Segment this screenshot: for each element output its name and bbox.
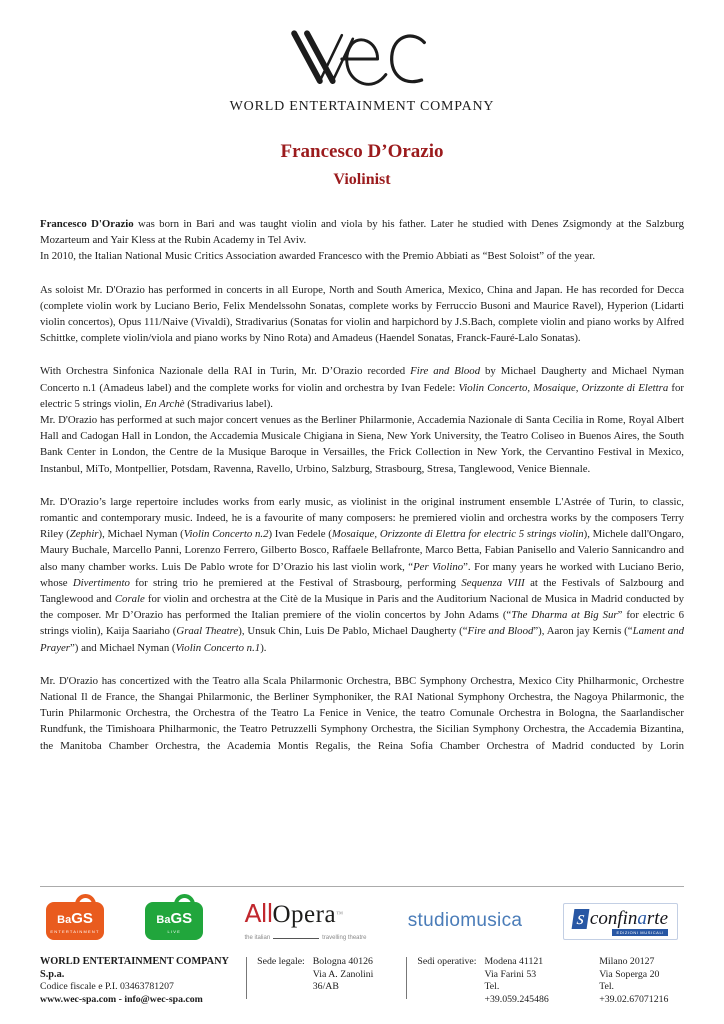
bags-text-gs: GS bbox=[170, 909, 193, 927]
address-line: Via Soperga 20 bbox=[599, 968, 660, 980]
bags-text-gs: GS bbox=[71, 909, 93, 927]
sconfinarte-s-flag: s bbox=[572, 909, 590, 929]
sconfinarte-confin: confin bbox=[589, 907, 638, 929]
sedi-operative-label: Sedi operative: bbox=[417, 956, 477, 967]
paragraph: With Orchestra Sinfonica Nazionale della RAI in Turin, Mr. D’Orazio recorded Fire and Blood by Michael Daugherty and Michael Nyman Concerto n.1 (Amadeus label) and the complete works for violin and orchestra by Ivan Fedele: Violin Concerto, Mosaique, Orizzonte di Elettra for electric 5 strings violin, En Archè (Stradivarius label). Mr. D'Orazio has performed at such major concert venues as the Berliner Philarmonie, Accademia Nazionale di Santa Cecilia in Rome, Royal Albert Hall and Cadogan Hall in London, the Accademia Musicale Chigiana in Siena, New York University, the Teatro Coliseo in Buenos Aires, the South Bank Center in London, the Centre de la Musique Baroque in Versailles, the Frick Collection in New York, the Cervantino Festival in Mexico, Instanbul, MiTo, Montpellier, Potsdam, Ravenna, Ravello, Urbino, Salzburg, Strasbourg, Stresa, Tanglewood, Venice Biennale. bbox=[40, 365, 685, 475]
address-line: Bologna 40126 bbox=[312, 956, 373, 967]
phone-line: Tel. +39.059.245486 bbox=[484, 981, 549, 1005]
studiomusica-logo: studiomusica bbox=[407, 910, 523, 931]
sede-legale-address bbox=[313, 956, 397, 1006]
allopera-opera: Opera bbox=[272, 901, 337, 928]
page-footer bbox=[40, 886, 684, 1006]
bags-entertainment-text bbox=[57, 909, 93, 927]
phone-line: Tel. +39.02.67071216 bbox=[599, 981, 669, 1005]
sede-operativa-modena bbox=[484, 956, 563, 1006]
allopera-all: All bbox=[244, 899, 273, 928]
footer-contact-columns bbox=[40, 956, 684, 1006]
paragraph: As soloist Mr. D'Orazio has performed in concerts in all Europe, North and South America, Mexico, China and Japan. He has recorded for Decca (complete violin work by Luciano Berio, Felix Mendelssohn Sonatas, complete works by Ferruccio Busoni and Maurice Ravel), Hyperion (Lidarti violin concertos), Opus 111/Naive (Vivaldi), Stradivarius (Sonatas for violin and harpichord by J.S.Bach, complete violin and piano works by Alfred Schittke, complete violin/viola and piano works by Nino Rota) and Amadeus (Haendel Sonatas, Franck-Fauré-Lalo Sonatas). bbox=[40, 283, 684, 345]
allopera-tagline-left: the italian bbox=[244, 935, 271, 941]
company-line: WORLD ENTERTAINMENT COMPANY bbox=[229, 99, 495, 114]
allopera-wordmark bbox=[245, 901, 367, 931]
allopera-logo bbox=[245, 901, 367, 941]
bags-live-text bbox=[156, 909, 193, 927]
allopera-tagline-right: travelling theatre bbox=[322, 935, 367, 941]
partner-logos-row bbox=[40, 895, 684, 947]
footer-vertical-divider bbox=[406, 957, 407, 999]
bags-text-ba: Ba bbox=[156, 913, 171, 926]
address-line: Via A. Zanolini 36/AB bbox=[312, 968, 374, 992]
paragraph: Mr. D'Orazio’s large repertoire includes works from early music, as violinist in the original instrument ensemble L'Astrée of Turin, to classic, romantic and contemporary music. Indeed, he is a favourite of many composers: he premiered violin and orchestra works by the composers Terry Riley (Zephir), Michael Nyman (Violin Concerto n.2) Ivan Fedele (Mosaique, Orizzonte di Elettra for electric 5 strings violin), Michele dall'Ongaro, Maury Buchale, Marcello Panni, Lorenzo Ferrero, Gilberto Bosco, Raffaele Bellafronte, Marco Betta, Fabian Panisello and Valerio Sannicandro and also many chamber works. Luis De Pablo wrote for D’Orazio his last violin work, “Per Violino”. For many years he worked with Luciano Berio, whose Divertimento for string trio he premiered at the Festival of Strasbourg, performing Sequenza VIII at the Festivals of Salzbourg and Tanglewood and Corale for violin and orchestra at the Citè de la Musique in Paris and the Auditorium Nacional de Musica in Madrid conducted by the composer. Mr D’Orazio has performed the Italian premiere of the violin concertos by John Adams (“The Dharma at Big Sur” for electric 6 strings violin), Kaija Saariaho (Graal Theatre), Unsuk Chin, Luis De Pablo, Michael Daugherty (“Fire and Blood”), Aaron jay Kernis (“Lament and Prayer”) and Michael Nyman (Violin Concerto n.1). bbox=[40, 495, 685, 654]
sconfinarte-a: a bbox=[637, 907, 647, 929]
page-title: Francesco D’Orazio bbox=[280, 141, 444, 162]
page-subtitle: Violinist bbox=[333, 171, 391, 188]
sconfinarte-banner: EDIZIONI MUSICALI bbox=[612, 929, 668, 936]
sedi-operative-block bbox=[417, 956, 563, 1006]
allopera-rule bbox=[273, 932, 319, 939]
company-name: WORLD ENTERTAINMENT COMPANY S.p.a. bbox=[40, 956, 229, 980]
sede-legale-label: Sede legale: bbox=[257, 956, 305, 967]
trademark-icon: ™ bbox=[336, 910, 343, 918]
footer-vertical-divider bbox=[246, 957, 247, 999]
bags-entertainment-box bbox=[46, 902, 104, 940]
sede-operativa-milano bbox=[599, 956, 684, 1006]
address-line: Modena 41121 bbox=[484, 956, 544, 967]
company-web-email: www.wec-spa.com - info@wec-spa.com bbox=[40, 993, 203, 1005]
bags-entertainment-logo bbox=[46, 902, 104, 940]
address-line: Milano 20127 bbox=[599, 956, 655, 967]
sconfinarte-logo bbox=[563, 903, 678, 940]
body-paragraphs bbox=[40, 216, 684, 754]
bags-text-ba: Ba bbox=[57, 913, 72, 926]
footer-divider bbox=[40, 886, 684, 887]
company-info-block bbox=[40, 956, 236, 1006]
sconfinarte-rte: rte bbox=[646, 907, 668, 929]
sconfinarte-wordmark bbox=[573, 909, 668, 929]
address-line: Via Farini 53 bbox=[484, 968, 537, 980]
bags-live-box bbox=[145, 902, 203, 940]
bags-live-logo bbox=[145, 902, 203, 940]
company-fiscal-code: Codice fiscale e P.I. 03463781207 bbox=[40, 981, 174, 992]
bags-entertainment-sub: ENTERTAINMENT bbox=[50, 928, 100, 934]
bags-live-sub: LIVE bbox=[167, 928, 181, 934]
wec-logo bbox=[0, 0, 724, 97]
paragraph: Francesco D'Orazio was born in Bari and was taught violin and viola by his father. Later he studied with Denes Zsigmondy at the Salzburg Mozarteum and Yair Kless at the Rubin Academy in Tel Aviv. In 2010, the Italian National Music Critics Association awarded Francesco with the Premio Abbiati as “Best Soloist” of the year. bbox=[40, 218, 684, 263]
paragraph: Mr. D'Orazio has concertized with the Teatro alla Scala Philarmonic Orchestra, BBC Symphony Orchestra, Mexico City Philharmonic, Orchestre National Il de France, the Shangai Philarmonic, the Berliner Symphoniker, the RAI National Symphony Orchestra, the Nagoya Philarmonic, the Turin Philarmonic Orchestra, the Orchestra of the Teatro La Fenice in Venice, the teatro Comunale Orchestra in Bologna, the Saarlandischer Rundfunk, the Timishoara Philharmonic, the Teatro Petruzzelli Symphony Orchestra, the Sicilian Symphony Orchestra, the Accademia Bizantina, the Manitoba Chamber Orchestra, the Academia Montis Regalis, the Reina Sofia Chamber Orchestra of Madrid conducted by Lorin bbox=[40, 674, 684, 752]
wec-logo-mark bbox=[287, 26, 437, 92]
allopera-tagline bbox=[245, 932, 367, 941]
sede-legale-block bbox=[257, 956, 396, 1006]
